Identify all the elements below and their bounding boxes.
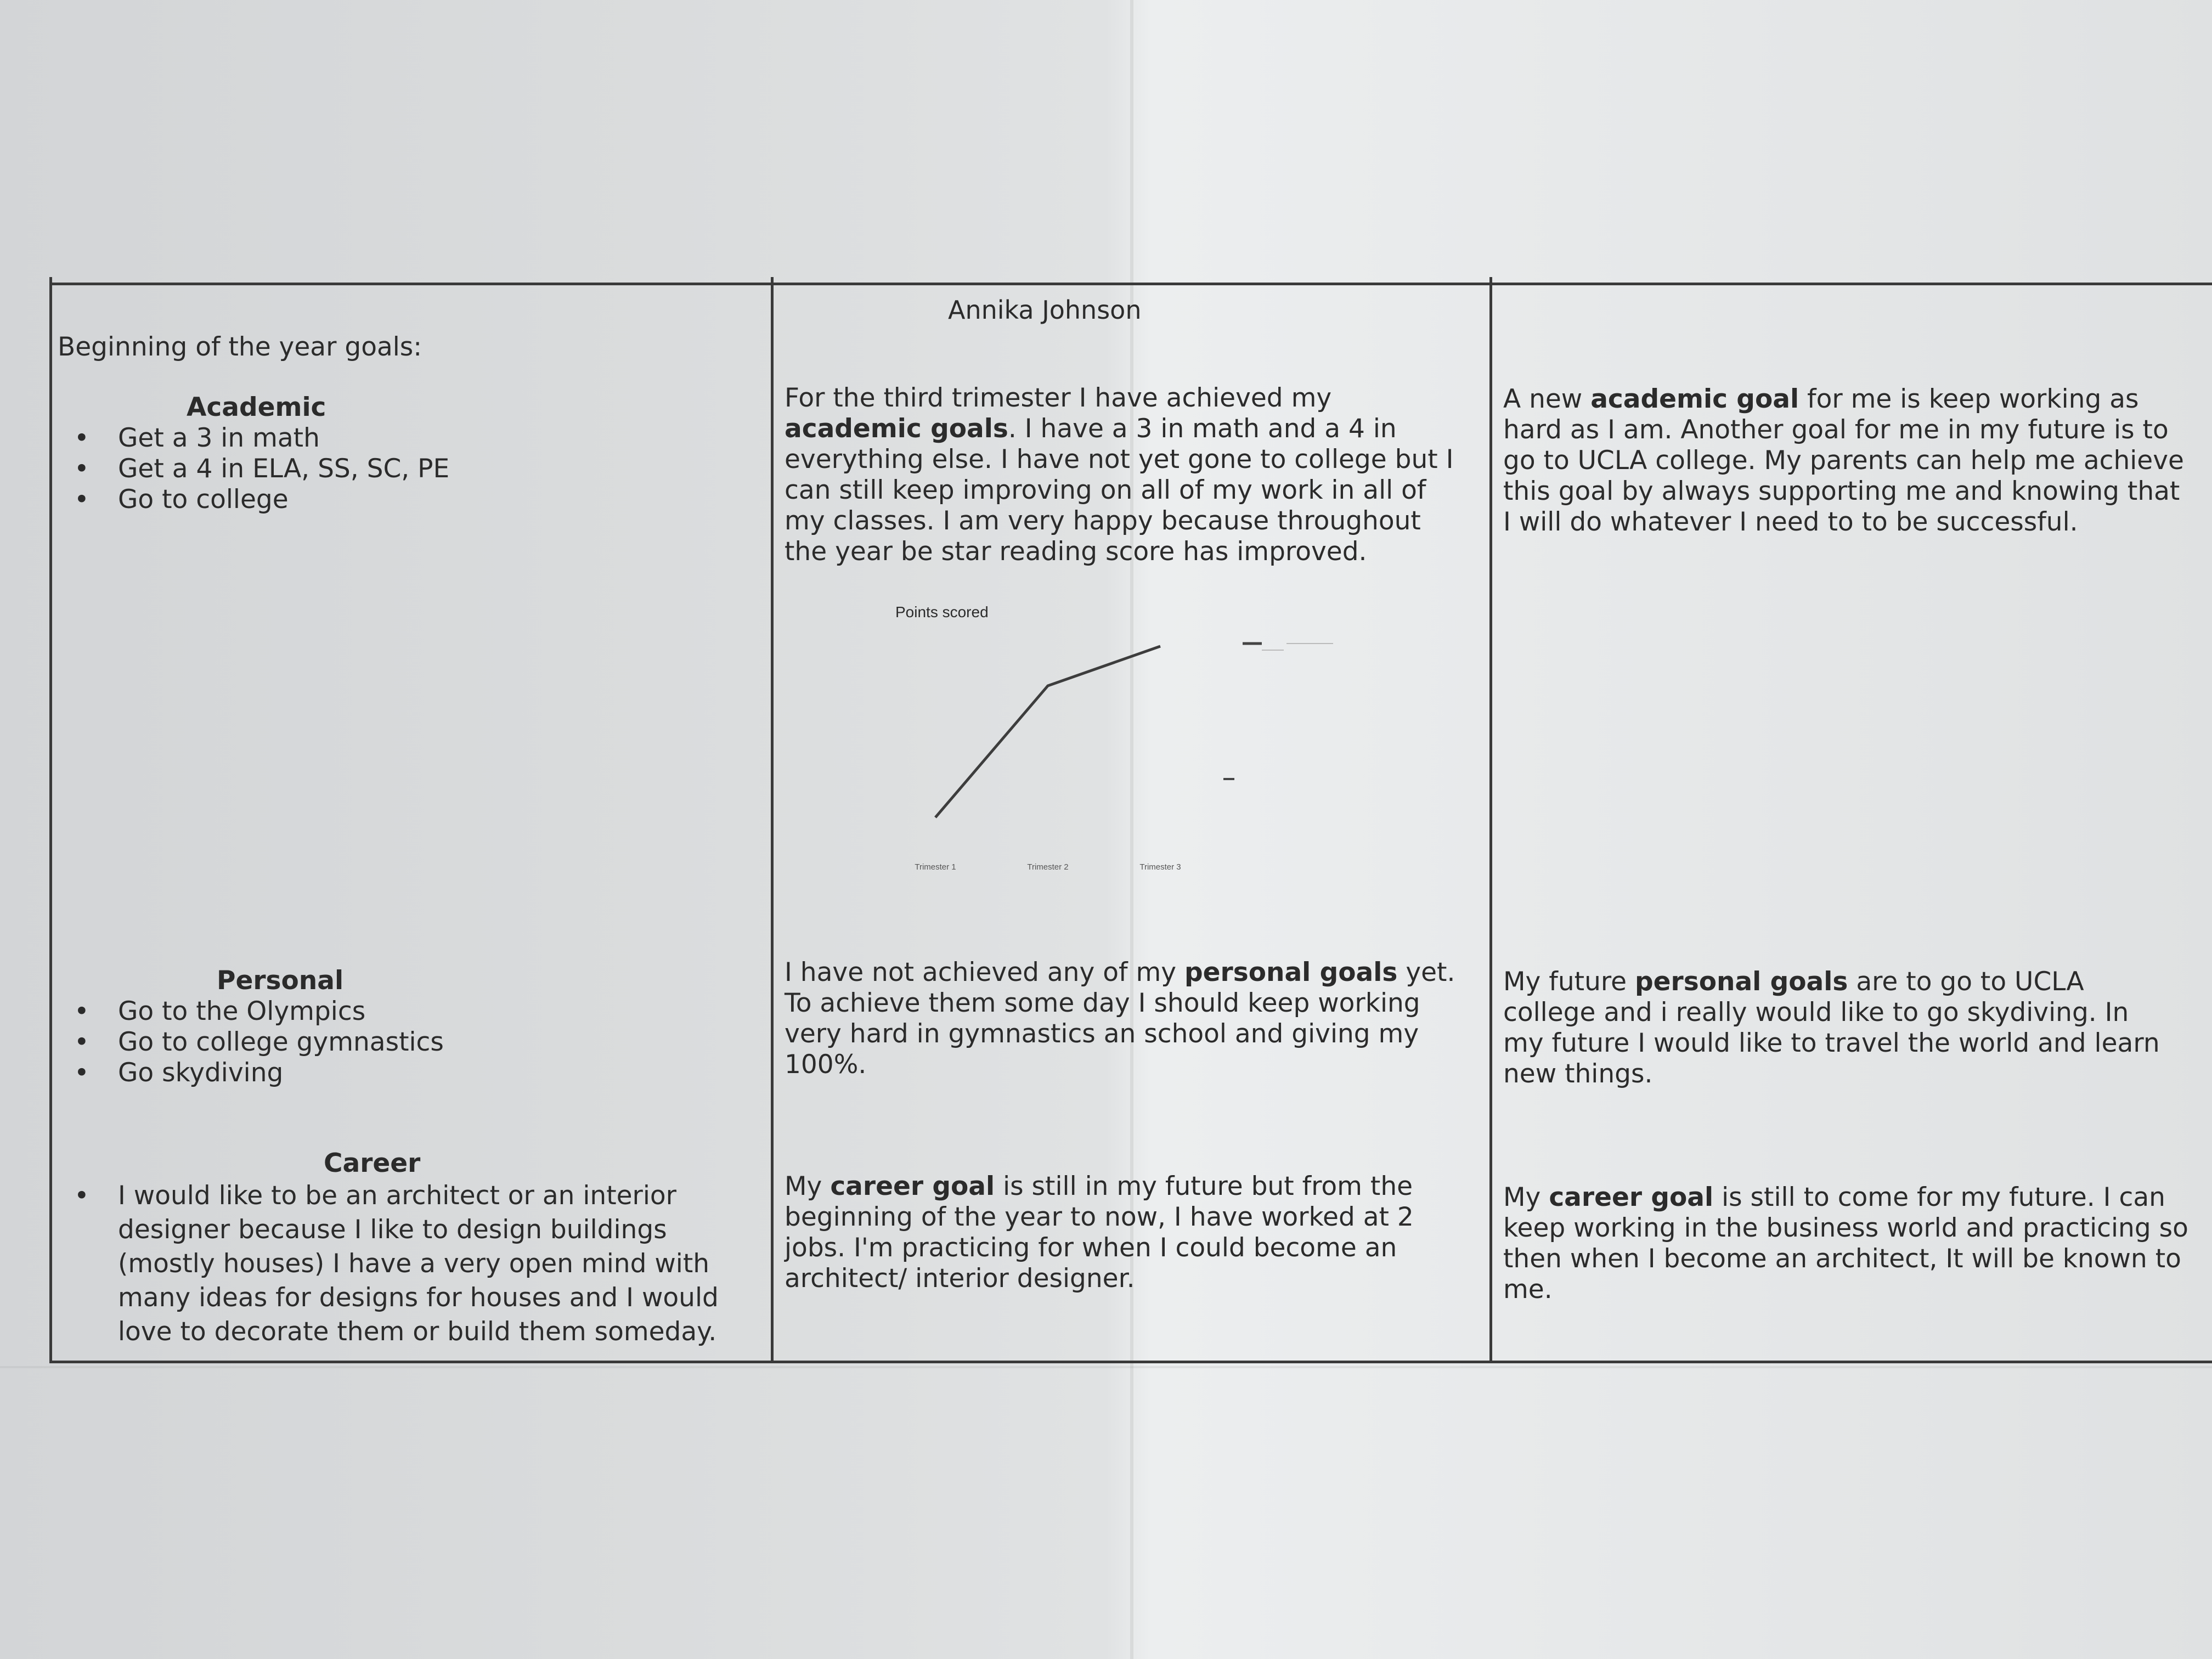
bullet-icon: •	[74, 996, 89, 1026]
academic-goals-list	[58, 423, 754, 515]
academic-goals-emphasis: academic goals	[785, 414, 1008, 444]
career-goal-emphasis: career goal	[1549, 1182, 1714, 1212]
series-line	[935, 646, 1160, 817]
bullet-icon: •	[74, 1058, 89, 1088]
list-item: • Go to the Olympics	[74, 996, 366, 1026]
column-beginning-goals	[58, 332, 754, 363]
list-item: • Get a 3 in math	[74, 423, 320, 453]
table-top-border	[49, 283, 2212, 285]
personal-goals-emphasis: personal goals	[1184, 957, 1398, 988]
future-personal-goals-text: My future personal goals are to go to UCLA college and i really would like to go skydiving. In my future I would like to travel the world and learn new things.	[1503, 967, 2160, 1089]
bullet-icon: •	[74, 423, 89, 453]
intro-text: Beginning of the year goals:	[58, 332, 422, 362]
bullet-icon: •	[74, 484, 89, 515]
list-item: • Go to college	[74, 484, 289, 515]
list-item: • I would like to be an architect or an interior designer because I like to design buildings (mostly houses) I have a very open mind with many ideas for designs for houses and I would love to decorate them or build them someday.	[118, 1179, 741, 1349]
points-scored-chart	[878, 595, 1372, 886]
bullet-icon: •	[74, 1181, 89, 1211]
list-item: • Go to college gymnastics	[74, 1027, 444, 1057]
x-tick-label: Trimester 3	[1139, 862, 1181, 872]
career-heading: Career	[324, 1148, 421, 1178]
career-goals-section	[58, 1148, 741, 1349]
table-left-border	[49, 277, 52, 1363]
column-divider-2	[1489, 277, 1492, 1363]
personal-goals-section	[58, 966, 754, 1088]
bullet-icon: •	[74, 454, 89, 484]
new-academic-goal-text: A new academic goal for me is keep working as hard as I am. Another goal for me in my future is to go to UCLA college. My parents can help me achieve this goal by always supporting me and knowing that I will do whatever I need to to be successful.	[1503, 384, 2184, 537]
future-career-goal-text: My career goal is still to come for my future. I can keep working in the business world and practicing so then when I become an architect, It will be known to me.	[1503, 1182, 2188, 1305]
x-tick-label: Trimester 1	[915, 862, 956, 872]
academic-goals-section	[58, 392, 754, 515]
career-goals-list	[58, 1179, 741, 1349]
student-name: Annika Johnson	[948, 295, 1142, 325]
career-goal-emphasis: career goal	[830, 1171, 995, 1201]
academic-heading: Academic	[187, 392, 326, 422]
personal-goals-emphasis: personal goals	[1635, 967, 1848, 997]
personal-heading: Personal	[217, 966, 344, 996]
career-progress-text: My career goal is still in my future but from the beginning of the year to now, I have worked at 2 jobs. I'm practicing for when I could become an architect/ interior designer.	[785, 1171, 1414, 1294]
table-bottom-border	[49, 1361, 2212, 1363]
chart-title: Points scored	[895, 603, 989, 620]
column-divider-1	[771, 277, 774, 1363]
list-item: • Get a 4 in ELA, SS, SC, PE	[74, 454, 450, 484]
personal-progress-text: I have not achieved any of my personal goals yet. To achieve them some day I should keep working very hard in gymnastics an school and giving my 100%.	[785, 957, 1455, 1080]
list-item: • Go skydiving	[74, 1058, 284, 1088]
x-tick-label: Trimester 2	[1027, 862, 1069, 872]
personal-goals-list	[58, 996, 754, 1088]
bullet-icon: •	[74, 1027, 89, 1057]
academic-goal-emphasis: academic goal	[1590, 384, 1799, 414]
paper-fold-horizontal	[0, 1366, 2212, 1368]
academic-progress-text: For the third trimester I have achieved my academic goals. I have a 3 in math and a 4 in everything else. I have not yet gone to college but I can still keep improving on all of my work in all of my classes. I am very happy because throughout the year be star reading score has improved.	[785, 383, 1454, 567]
